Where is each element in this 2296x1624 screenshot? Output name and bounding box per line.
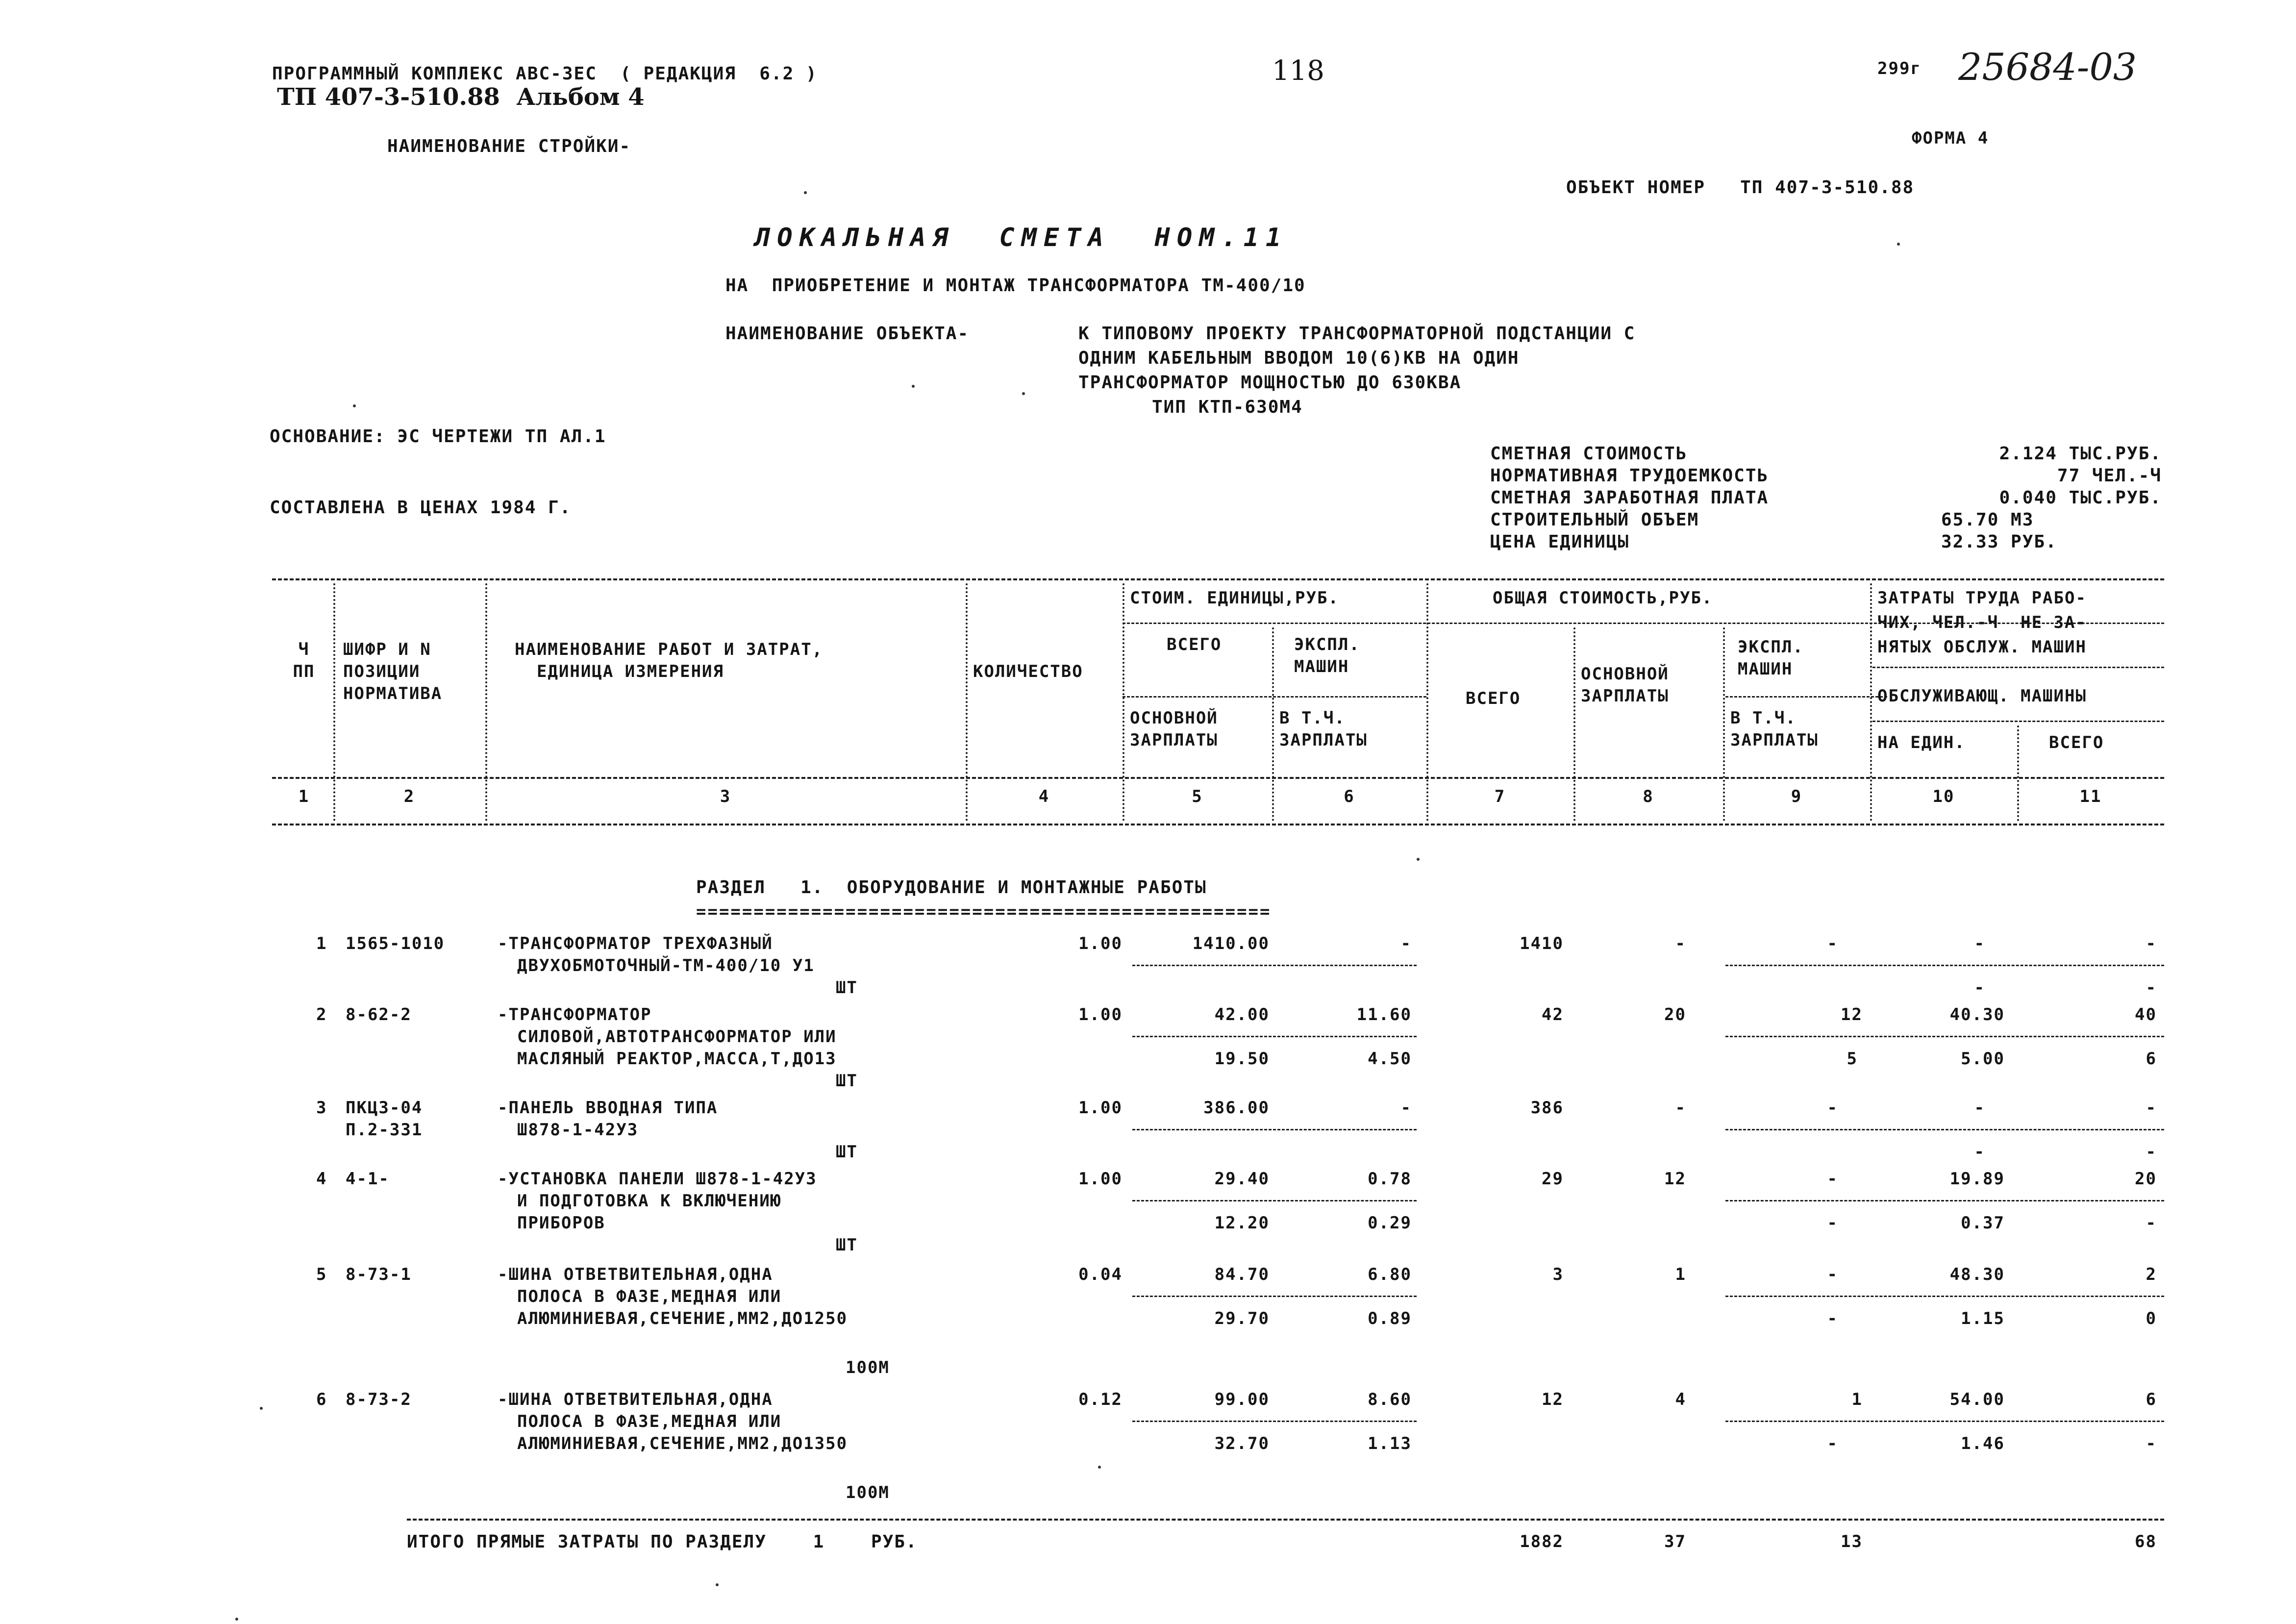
col-number: 2	[403, 787, 415, 806]
column-divider	[1272, 627, 1274, 821]
page-number: 118	[1272, 55, 1324, 87]
summary-label: СМЕТНАЯ СТОИМОСТЬ	[1490, 444, 1688, 464]
row-unit-base: 29.70	[1214, 1309, 1270, 1328]
row-labor-total2: -	[2146, 1213, 2157, 1233]
col-number: 9	[1791, 787, 1802, 806]
total-all-value: 1882	[1520, 1532, 1564, 1551]
row-total-incl: -	[1827, 1434, 1838, 1453]
total-label: ИТОГО ПРЯМЫЕ ЗАТРАТЫ ПО РАЗДЕЛУ 1 РУБ.	[407, 1532, 918, 1552]
col-number: 1	[298, 787, 310, 806]
row-total: 3	[1552, 1265, 1564, 1284]
estimate-subtitle: НА ПРИОБРЕТЕНИЕ И МОНТАЖ ТРАНСФОРМАТОРА ТМ-400/10	[725, 275, 1306, 296]
scan-speck	[260, 1407, 263, 1410]
column-divider	[1870, 583, 1872, 821]
total-base-header: ЗАРПЛАТЫ	[1581, 686, 1669, 706]
column-divider	[1426, 583, 1428, 821]
form-label: ФОРМА 4	[1912, 128, 1989, 148]
section-title: РАЗДЕЛ 1. ОБОРУДОВАНИЕ И МОНТАЖНЫЕ РАБОТЫ	[696, 877, 1207, 898]
row-labor-total2: -	[2146, 978, 2157, 998]
row-unit: ШТ	[836, 978, 858, 998]
row-labor-total: 6	[2146, 1390, 2157, 1409]
col-number: 8	[1643, 787, 1654, 806]
column-divider	[333, 583, 335, 821]
summary-value: 77 ЧЕЛ.-Ч	[2057, 466, 2162, 486]
row-unit-incl: 4.50	[1368, 1049, 1412, 1069]
labor-total-header: ВСЕГО	[2049, 733, 2104, 752]
row-labor-total: 40	[2135, 1005, 2157, 1024]
row-total: 12	[1542, 1390, 1564, 1409]
row-number: 4	[316, 1169, 327, 1189]
row-unit-incl: 1.13	[1368, 1434, 1412, 1453]
row-total-incl: -	[1827, 1213, 1838, 1233]
row-total-base: 12	[1664, 1169, 1686, 1189]
object-name-line-2: ОДНИМ КАБЕЛЬНЫМ ВВОДОМ 10(6)КВ НА ОДИН	[1078, 348, 1520, 368]
row-labor-total: -	[2146, 1098, 2157, 1118]
row-total-base: 20	[1664, 1005, 1686, 1024]
row-code: 4-1-	[346, 1169, 390, 1189]
unit-base-header: ЗАРПЛАТЫ	[1130, 730, 1218, 750]
row-subrule	[1725, 965, 2164, 966]
row-code: 8-62-2	[346, 1005, 412, 1024]
row-labor-total: -	[2146, 934, 2157, 953]
row-labor-unit2: 1.15	[1961, 1309, 2005, 1328]
scan-speck	[353, 404, 356, 407]
row-labor-unit: -	[1974, 934, 1985, 953]
row-subrule	[1725, 1421, 2164, 1422]
row-total-base: 1	[1675, 1265, 1686, 1284]
row-qty: 1.00	[1078, 1005, 1123, 1024]
project-line: ТП 407-3-510.88 Альбом 4	[277, 83, 645, 111]
table-header-rule	[272, 777, 2164, 779]
row-name: -ПАНЕЛЬ ВВОДНАЯ ТИПА	[498, 1098, 718, 1118]
col-number: 11	[2079, 787, 2102, 806]
row-subrule	[1132, 1296, 1417, 1297]
labor-header: ОБСЛУЖИВАЮЩ. МАШИНЫ	[1877, 686, 2087, 706]
total-expl-header: ЭКСПЛ.	[1738, 637, 1804, 657]
row-unit: 100М	[846, 1483, 890, 1502]
unit-expl-header: МАШИН	[1294, 657, 1349, 676]
row-total-base: -	[1675, 1098, 1686, 1118]
estimate-title: ЛОКАЛЬНАЯ СМЕТА НОМ.11	[755, 223, 1288, 252]
row-code: ПКЦ3-04	[346, 1098, 423, 1118]
row-name: -ТРАНСФОРМАТОР	[498, 1005, 652, 1024]
table-header-subrule	[1725, 696, 1887, 698]
row-total: 42	[1542, 1005, 1564, 1024]
summary-label: НОРМАТИВНАЯ ТРУДОЕМКОСТЬ	[1490, 466, 1769, 486]
row-labor-unit2: -	[1974, 978, 1985, 998]
row-unit-expl: -	[1400, 934, 1412, 953]
col-code-header: ПОЗИЦИИ	[343, 662, 421, 681]
object-number: ОБЪЕКТ НОМЕР ТП 407-3-510.88	[1566, 177, 1915, 198]
scan-speck	[235, 1618, 238, 1621]
doc-code-handwritten: 25684-03	[1958, 45, 2137, 89]
object-name-line-1: К ТИПОВОМУ ПРОЕКТУ ТРАНСФОРМАТОРНОЙ ПОДСТАНЦИИ С	[1078, 324, 1636, 344]
row-qty: 1.00	[1078, 934, 1123, 953]
row-subrule	[1132, 1421, 1417, 1422]
row-labor-unit2: 0.37	[1961, 1213, 2005, 1233]
row-total-base: -	[1675, 934, 1686, 953]
labor-header: НЯТЫХ ОБСЛУЖ. МАШИН	[1877, 637, 2087, 657]
object-name-line-4: ТИП КТП-630М4	[1152, 397, 1303, 417]
table-top-rule	[272, 578, 2164, 580]
total-cost-header: ОБЩАЯ СТОИМОСТЬ,РУБ.	[1493, 588, 1713, 608]
row-unit: ШТ	[836, 1235, 858, 1255]
col-number: 6	[1344, 787, 1355, 806]
row-total: 29	[1542, 1169, 1564, 1189]
program-line: ПРОГРАММНЫЙ КОМПЛЕКС АВС-3ЕС ( РЕДАКЦИЯ 6.2 )	[272, 64, 818, 84]
summary-label: ЦЕНА ЕДИНИЦЫ	[1490, 532, 1630, 552]
row-number: 6	[316, 1390, 327, 1409]
summary-value: 0.040 ТЫС.РУБ.	[1999, 488, 2162, 508]
row-total-expl: 1	[1851, 1390, 1863, 1409]
row-unit: 100М	[846, 1358, 890, 1377]
object-name-line-3: ТРАНСФОРМАТОР МОЩНОСТЬЮ ДО 630КВА	[1078, 373, 1462, 393]
row-total-base: 4	[1675, 1390, 1686, 1409]
total-all-header: ВСЕГО	[1466, 689, 1521, 708]
row-total-incl: -	[1827, 1309, 1838, 1328]
row-unit: ШТ	[836, 1071, 858, 1091]
row-unit-total: 386.00	[1203, 1098, 1270, 1118]
row-unit-total: 84.70	[1214, 1265, 1270, 1284]
row-labor-total: 2	[2146, 1265, 2157, 1284]
row-code: 8-73-2	[346, 1390, 412, 1409]
column-divider	[485, 583, 487, 821]
row-labor-unit: 48.30	[1949, 1265, 2005, 1284]
row-unit-expl: 11.60	[1356, 1005, 1412, 1024]
row-unit-base: 19.50	[1214, 1049, 1270, 1069]
total-base-header: ОСНОВНОЙ	[1581, 664, 1669, 684]
doc-code-small: 299г	[1877, 59, 1922, 78]
row-name: -УСТАНОВКА ПАНЕЛИ Ш878-1-42У3	[498, 1169, 817, 1189]
row-unit-incl: 0.89	[1368, 1309, 1412, 1328]
summary-value: 65.70 М3	[1941, 510, 2034, 530]
row-name: АЛЮМИНИЕВАЯ,СЕЧЕНИЕ,ММ2,ДО1250	[517, 1309, 848, 1328]
column-divider	[966, 583, 968, 821]
row-unit-expl: 0.78	[1368, 1169, 1412, 1189]
row-name: МАСЛЯНЫЙ РЕАКТОР,МАССА,Т,ДО13	[517, 1049, 837, 1069]
total-incl-header: В Т.Ч.	[1730, 708, 1797, 728]
unit-incl-header: В Т.Ч.	[1279, 708, 1346, 728]
total-expl-header: МАШИН	[1738, 659, 1793, 679]
col-number: 4	[1038, 787, 1050, 806]
summary-value: 2.124 ТЫС.РУБ.	[1999, 444, 2162, 464]
row-qty: 0.04	[1078, 1265, 1123, 1284]
column-divider	[1723, 627, 1725, 821]
row-name: ПРИБОРОВ	[517, 1213, 605, 1233]
row-code: 8-73-1	[346, 1265, 412, 1284]
row-unit-base: 32.70	[1214, 1434, 1270, 1453]
col-n-header: Ч	[298, 640, 310, 659]
col-name-header: НАИМЕНОВАНИЕ РАБОТ И ЗАТРАТ,	[515, 640, 824, 659]
basis-line: ОСНОВАНИЕ: ЭС ЧЕРТЕЖИ ТП АЛ.1	[270, 426, 606, 447]
labor-unit-header: НА ЕДИН.	[1877, 733, 1966, 752]
section-rule: ==================================================	[696, 902, 1272, 922]
row-subrule	[1725, 1036, 2164, 1037]
row-total-incl: 5	[1847, 1049, 1858, 1069]
labor-header: ЗАТРАТЫ ТРУДА РАБО-	[1877, 588, 2087, 608]
row-labor-unit: 54.00	[1949, 1390, 2005, 1409]
col-number: 7	[1494, 787, 1506, 806]
row-labor-total2: -	[2146, 1142, 2157, 1162]
row-total-expl: -	[1827, 1265, 1838, 1284]
row-qty: 1.00	[1078, 1169, 1123, 1189]
col-code-header: ШИФР И N	[343, 640, 431, 659]
total-rule	[407, 1519, 2164, 1521]
row-labor-total2: 0	[2146, 1309, 2157, 1328]
table-header-subrule	[1872, 721, 2164, 722]
row-labor-unit: -	[1974, 1098, 1985, 1118]
row-unit-total: 29.40	[1214, 1169, 1270, 1189]
row-labor-unit2: 1.46	[1961, 1434, 2005, 1453]
row-total-expl: -	[1827, 1169, 1838, 1189]
row-total-expl: 12	[1841, 1005, 1863, 1024]
row-unit-expl: 6.80	[1368, 1265, 1412, 1284]
row-unit-expl: 8.60	[1368, 1390, 1412, 1409]
row-code: 1565-1010	[346, 934, 445, 953]
row-labor-total2: 6	[2146, 1049, 2157, 1069]
total-incl-header: ЗАРПЛАТЫ	[1730, 730, 1819, 750]
row-labor-unit2: -	[1974, 1142, 1985, 1162]
row-unit: ШТ	[836, 1142, 858, 1162]
row-subrule	[1725, 1200, 2164, 1201]
column-divider	[2017, 725, 2019, 821]
row-subrule	[1132, 1200, 1417, 1201]
scan-speck	[1098, 1466, 1101, 1469]
row-total: 1410	[1520, 934, 1564, 953]
row-unit-base: 12.20	[1214, 1213, 1270, 1233]
scan-speck	[912, 385, 915, 388]
total-labor-value: 68	[2135, 1532, 2157, 1551]
row-unit-incl: 0.29	[1368, 1213, 1412, 1233]
total-base-value: 37	[1664, 1532, 1686, 1551]
row-subrule	[1132, 1129, 1417, 1130]
row-name: -ШИНА ОТВЕТВИТЕЛЬНАЯ,ОДНА	[498, 1390, 773, 1409]
column-divider	[1123, 583, 1124, 821]
row-total-expl: -	[1827, 934, 1838, 953]
row-qty: 0.12	[1078, 1390, 1123, 1409]
col-name-header: ЕДИНИЦА ИЗМЕРЕНИЯ	[537, 662, 724, 681]
row-total: 386	[1530, 1098, 1564, 1118]
row-name: ПОЛОСА В ФАЗЕ,МЕДНАЯ ИЛИ	[517, 1412, 782, 1431]
col-number: 10	[1932, 787, 1955, 806]
row-labor-unit: 19.89	[1949, 1169, 2005, 1189]
row-subrule	[1132, 1036, 1417, 1037]
row-subrule	[1725, 1296, 2164, 1297]
object-name-label: НАИМЕНОВАНИЕ ОБЪЕКТА-	[725, 324, 970, 344]
row-qty: 1.00	[1078, 1098, 1123, 1118]
scan-speck	[804, 191, 807, 194]
row-subrule	[1132, 965, 1417, 966]
unit-cost-header: СТОИМ. ЕДИНИЦЫ,РУБ.	[1130, 588, 1339, 608]
row-unit-total: 42.00	[1214, 1005, 1270, 1024]
row-name: АЛЮМИНИЕВАЯ,СЕЧЕНИЕ,ММ2,ДО1350	[517, 1434, 848, 1453]
row-total-expl: -	[1827, 1098, 1838, 1118]
col-n-header: ПП	[293, 662, 315, 681]
col-qty-header: КОЛИЧЕСТВО	[973, 662, 1083, 681]
construction-label: НАИМЕНОВАНИЕ СТРОЙКИ-	[387, 136, 631, 156]
row-name: И ПОДГОТОВКА К ВКЛЮЧЕНИЮ	[517, 1191, 782, 1211]
scan-speck	[1897, 243, 1900, 246]
row-unit-expl: -	[1400, 1098, 1412, 1118]
col-code-header: НОРМАТИВА	[343, 684, 443, 703]
row-labor-unit2: 5.00	[1961, 1049, 2005, 1069]
table-header-subrule	[1872, 667, 2164, 668]
row-labor-total: 20	[2135, 1169, 2157, 1189]
unit-total-header: ВСЕГО	[1167, 635, 1222, 654]
row-unit-total: 99.00	[1214, 1390, 1270, 1409]
row-number: 5	[316, 1265, 327, 1284]
row-unit-total: 1410.00	[1192, 934, 1270, 953]
row-labor-unit: 40.30	[1949, 1005, 2005, 1024]
row-name: ДВУХОБМОТОЧНЫЙ-ТМ-400/10 У1	[517, 956, 815, 975]
row-name: -ШИНА ОТВЕТВИТЕЛЬНАЯ,ОДНА	[498, 1265, 773, 1284]
scan-speck	[1417, 858, 1420, 861]
column-divider	[1573, 627, 1575, 821]
total-expl-value: 13	[1841, 1532, 1863, 1551]
col-number: 5	[1192, 787, 1203, 806]
table-colnum-rule	[272, 824, 2164, 825]
row-number: 3	[316, 1098, 327, 1118]
row-name: СИЛОВОЙ,АВТОТРАНСФОРМАТОР ИЛИ	[517, 1027, 837, 1047]
summary-value: 32.33 РУБ.	[1941, 532, 2057, 552]
row-name: -ТРАНСФОРМАТОР ТРЕХФАЗНЫЙ	[498, 934, 773, 953]
table-header-subrule	[1123, 696, 1426, 698]
row-name: ПОЛОСА В ФАЗЕ,МЕДНАЯ ИЛИ	[517, 1287, 782, 1306]
row-labor-total2: -	[2146, 1434, 2157, 1453]
row-number: 2	[316, 1005, 327, 1024]
unit-incl-header: ЗАРПЛАТЫ	[1279, 730, 1368, 750]
row-name: Ш878-1-42У3	[517, 1120, 639, 1140]
scan-speck	[716, 1583, 719, 1586]
row-subrule	[1725, 1129, 2164, 1130]
labor-header: ЧИХ, ЧЕЛ.-Ч НЕ ЗА-	[1877, 613, 2087, 632]
summary-label: СМЕТНАЯ ЗАРАБОТНАЯ ПЛАТА	[1490, 488, 1769, 508]
unit-expl-header: ЭКСПЛ.	[1294, 635, 1360, 654]
summary-label: СТРОИТЕЛЬНЫЙ ОБЪЕМ	[1490, 510, 1699, 530]
prices-line: СОСТАВЛЕНА В ЦЕНАХ 1984 Г.	[270, 498, 572, 518]
col-number: 3	[720, 787, 731, 806]
row-number: 1	[316, 934, 327, 953]
scan-speck	[1022, 392, 1025, 395]
row-code2: П.2-331	[346, 1120, 423, 1140]
unit-base-header: ОСНОВНОЙ	[1130, 708, 1218, 728]
